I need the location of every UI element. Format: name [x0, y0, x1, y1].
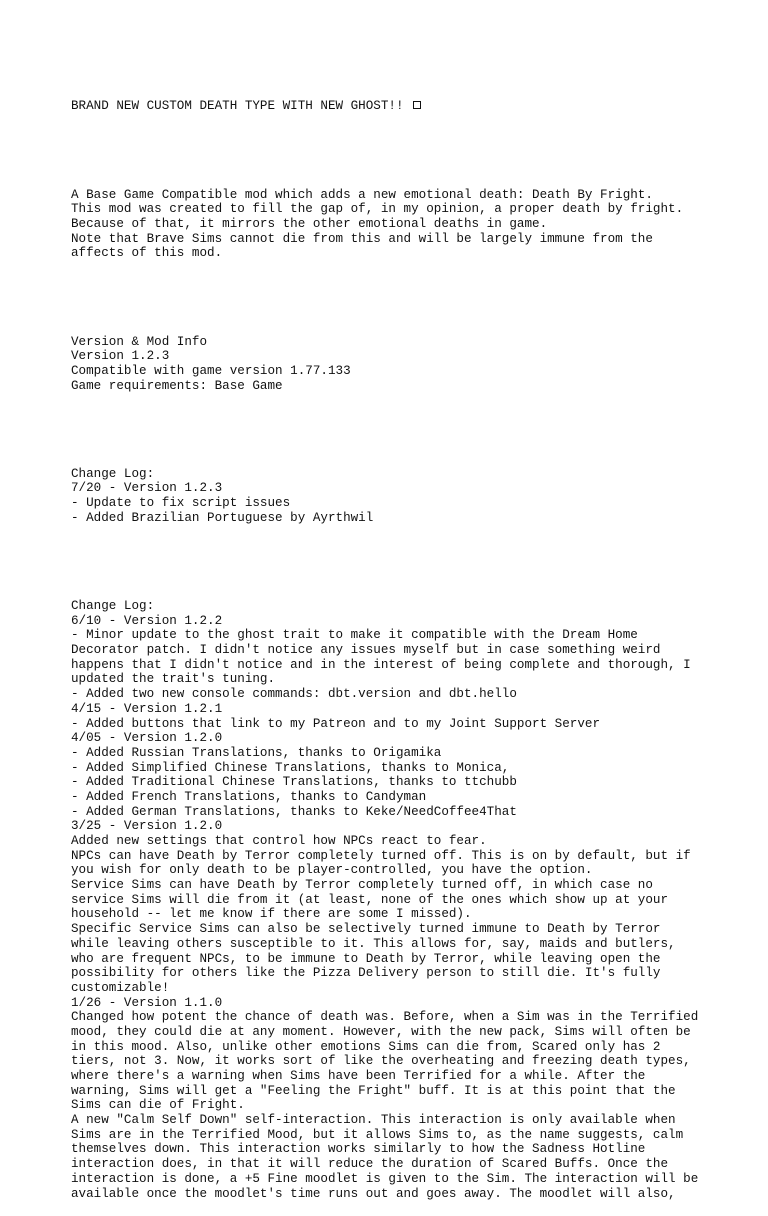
text-line: tiers, not 3. Now, it works sort of like the overheating and freezing death types, [71, 1054, 691, 1069]
text-line: Compatible with game version 1.77.133 [71, 363, 351, 378]
text-line: A Base Game Compatible mod which adds a new emotional death: Death By Fright. [71, 187, 653, 202]
text-line: Changed how potent the chance of death was. Before, when a Sim was in the Terrified [71, 1010, 699, 1025]
spacer [71, 144, 711, 159]
spacer [71, 290, 711, 305]
text-line: 4/15 - Version 1.2.1 [71, 701, 223, 716]
text-line: 7/20 - Version 1.2.3 [71, 481, 223, 496]
spacer [71, 423, 711, 438]
text-line: service Sims will die from it (at least, none of the ones which show up at your [71, 892, 669, 907]
document-title: BRAND NEW CUSTOM DEATH TYPE WITH NEW GHOST!! [71, 99, 404, 114]
document-body [71, 70, 711, 1216]
text-line: 4/05 - Version 1.2.0 [71, 731, 223, 746]
text-line: - Added Traditional Chinese Translations, thanks to ttchubb [71, 775, 517, 790]
text-line: - Minor update to the ghost trait to make it compatible with the Dream Home [71, 628, 638, 643]
text-line: 6/10 - Version 1.2.2 [71, 613, 223, 628]
text-line: - Update to fix script issues [71, 496, 291, 511]
text-line: This mod was created to fill the gap of, in my opinion, a proper death by fright. [71, 202, 684, 217]
text-line: themselves down. This interaction works similarly to how the Sadness Hotline [71, 1142, 646, 1157]
text-line: mood, they could die at any moment. However, with the new pack, Sims will often be [71, 1024, 691, 1039]
version-info-section [71, 335, 711, 394]
text-line: Added new settings that control how NPCs react to fear. [71, 834, 487, 849]
text-line: interaction is done, a +5 Fine moodlet is given to the Sim. The interaction will be [71, 1171, 699, 1186]
text-line: Game requirements: Base Game [71, 378, 283, 393]
document-title-line [71, 99, 711, 114]
text-line: you wish for only death to be player-controlled, you have the option. [71, 863, 593, 878]
text-line: household -- let me know if there are some I missed). [71, 907, 472, 922]
intro-section [71, 188, 711, 261]
text-line: who are frequent NPCs, to be immune to Death by Terror, while leaving open the [71, 951, 661, 966]
text-line: - Added buttons that link to my Patreon and to my Joint Support Server [71, 716, 601, 731]
spacer [71, 555, 711, 570]
text-line: possibility for others like the Pizza Delivery person to still die. It's fully [71, 966, 661, 981]
text-line: customizable! [71, 980, 170, 995]
text-line: interaction does, in that it will reduce the duration of Scared Buffs. Once the [71, 1157, 669, 1172]
text-line: happens that I didn't notice and in the interest of being complete and thorough, I [71, 657, 691, 672]
text-line: Sims are in the Terrified Mood, but it allows Sims to, as the name suggests, calm [71, 1127, 684, 1142]
text-line: Service Sims can have Death by Terror completely turned off, in which case no [71, 878, 653, 893]
changelog-history-section [71, 599, 711, 1201]
text-line: available once the moodlet's time runs out and goes away. The moodlet will also, [71, 1186, 676, 1201]
text-line: Version 1.2.3 [71, 349, 170, 364]
text-line: while leaving others susceptible to it. This allows for, say, maids and butlers, [71, 936, 676, 951]
text-line: NPCs can have Death by Terror completely turned off. This is on by default, but if [71, 848, 691, 863]
text-line: in this mood. Also, unlike other emotions Sims can die from, Scared only has 2 [71, 1039, 661, 1054]
text-line: Version & Mod Info [71, 334, 208, 349]
text-line: A new "Calm Self Down" self-interaction. This interaction is only available when [71, 1113, 676, 1128]
text-line: Specific Service Sims can also be selectively turned immune to Death by Terror [71, 922, 661, 937]
text-line: 3/25 - Version 1.2.0 [71, 819, 223, 834]
text-line: updated the trait's tuning. [71, 672, 276, 687]
text-line: affects of this mod. [71, 246, 223, 261]
text-line: Change Log: [71, 466, 155, 481]
text-line: Change Log: [71, 599, 155, 614]
text-line: Because of that, it mirrors the other emotional deaths in game. [71, 216, 548, 231]
text-line: - Added French Translations, thanks to Candyman [71, 789, 427, 804]
text-line: warning, Sims will get a "Feeling the Fright" buff. It is at this point that the [71, 1083, 676, 1098]
changelog-latest-section [71, 467, 711, 526]
text-line: 1/26 - Version 1.1.0 [71, 995, 223, 1010]
text-line: where there's a warning when Sims have been Terrified for a while. After the [71, 1069, 646, 1084]
text-line: Sims can die of Fright. [71, 1098, 245, 1113]
text-line: - Added Russian Translations, thanks to Origamika [71, 745, 442, 760]
text-line: Decorator patch. I didn't notice any issues myself but in case something weird [71, 643, 661, 658]
text-line: - Added Brazilian Portuguese by Ayrthwil [71, 510, 374, 525]
text-line: - Added two new console commands: dbt.version and dbt.hello [71, 687, 517, 702]
text-line: - Added Simplified Chinese Translations, thanks to Monica, [71, 760, 510, 775]
missing-glyph-icon [413, 101, 421, 109]
text-line: - Added German Translations, thanks to Keke/NeedCoffee4That [71, 804, 517, 819]
text-line: Note that Brave Sims cannot die from this and will be largely immune from the [71, 231, 653, 246]
